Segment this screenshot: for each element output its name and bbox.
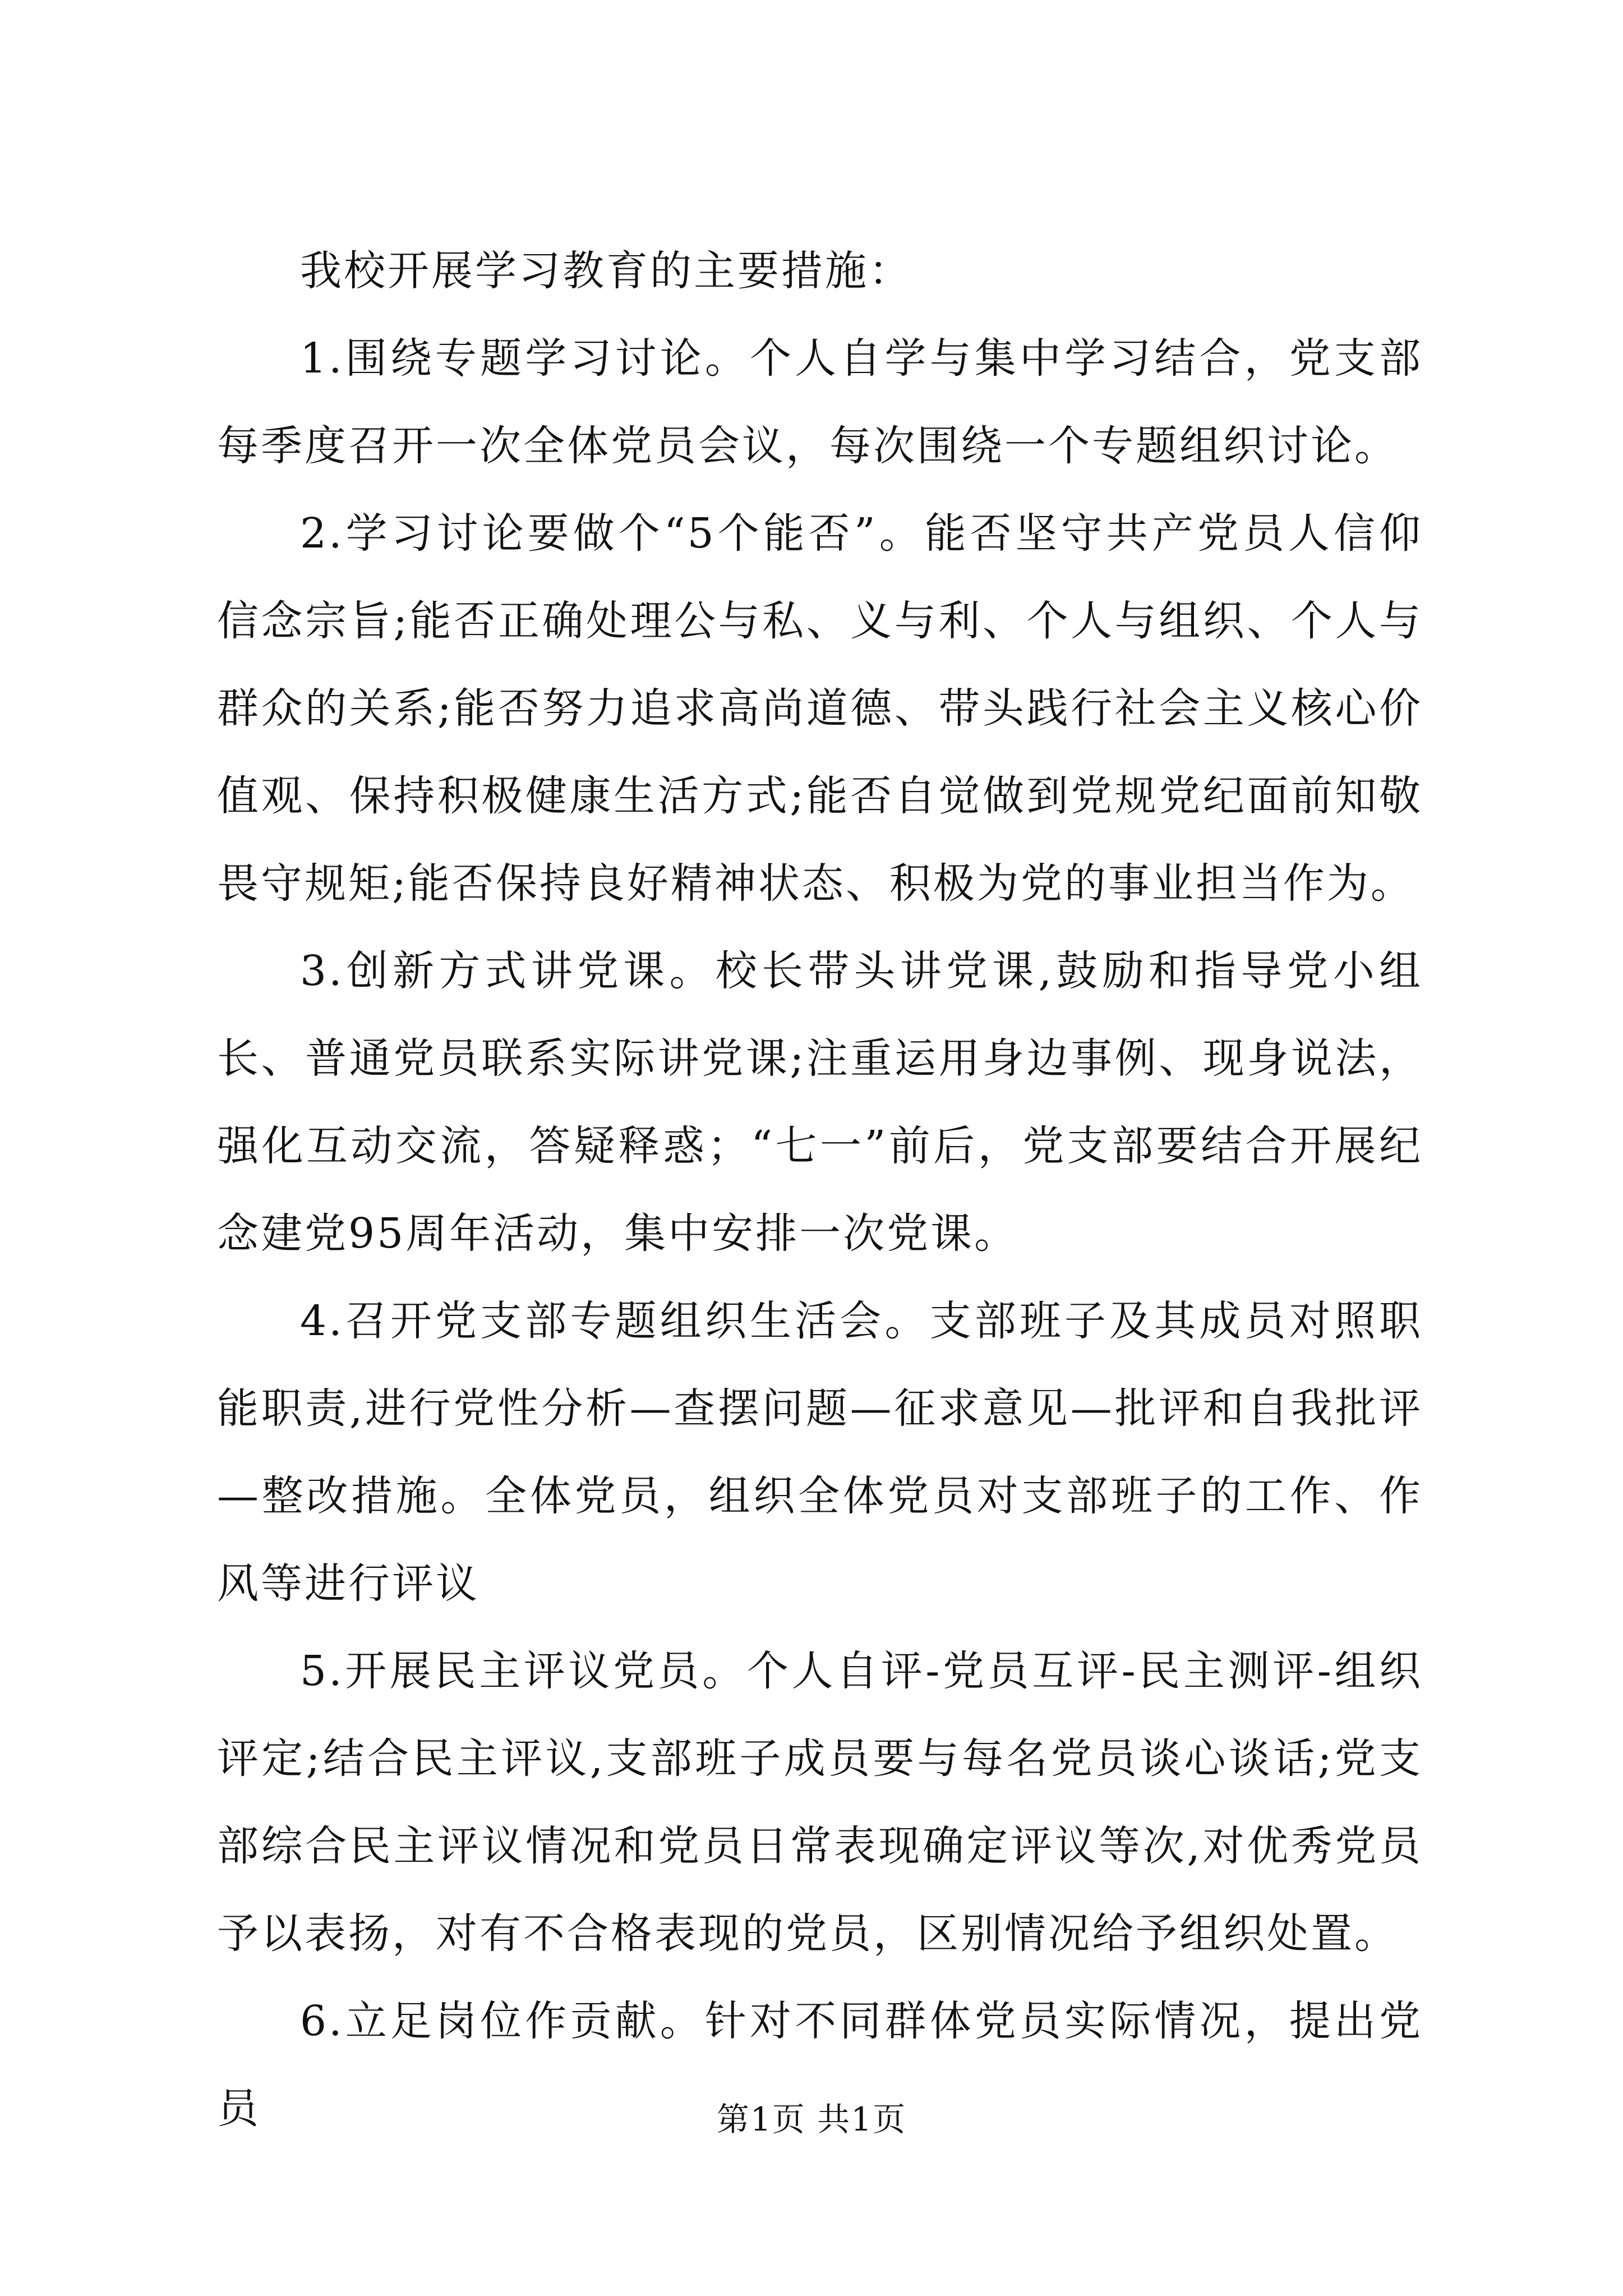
paragraph-1: 1.围绕专题学习讨论。个人自学与集中学习结合，党支部每季度召开一次全体党员会议，每次围绕一个专题组织讨论。 bbox=[217, 334, 1423, 470]
paragraph-2: 2.学习讨论要做个“5个能否”。能否坚守共产党员人信仰信念宗旨;能否正确处理公与私、义与利、个人与组织、个人与群众的关系;能否努力追求高尚道德、带头践行社会主义核心价值观、保持积极健康生活方式;能否自觉做到党规党纪面前知敬畏守规矩;能否保持良好精神状态、积极为党的事业担当作为。 bbox=[217, 509, 1423, 908]
paragraph-4: 4.召开党支部专题组织生活会。支部班子及其成员对照职能职责,进行党性分析—查摆问题—征求意见—批评和自我批评—整改措施。全体党员，组织全体党员对支部班子的工作、作风等进行评议 bbox=[217, 1297, 1423, 1608]
intro-paragraph: 我校开展学习教育的主要措施： bbox=[300, 247, 912, 295]
document-body bbox=[217, 227, 1423, 2152]
paragraph-3: 3.创新方式讲党课。校长带头讲党课,鼓励和指导党小组长、普通党员联系实际讲党课;注重运用身边事例、现身说法，强化互动交流，答疑释惑；“七一”前后，党支部要结合开展纪念建党95周年活动，集中安排一次党课。 bbox=[217, 947, 1423, 1258]
paragraph-5: 5.开展民主评议党员。个人自评-党员互评-民主测评-组织评定;结合民主评议,支部班子成员要与每名党员谈心谈话;党支部综合民主评议情况和党员日常表现确定评议等次,对优秀党员予以表扬，对有不合格表现的党员，区别情况给予组织处置。 bbox=[217, 1647, 1423, 1958]
page-footer: 第1页 共1页 bbox=[716, 2100, 907, 2138]
paragraph-6: 6.立足岗位作贡献。针对不同群体党员实际情况，提出党员 bbox=[217, 1997, 1423, 2133]
